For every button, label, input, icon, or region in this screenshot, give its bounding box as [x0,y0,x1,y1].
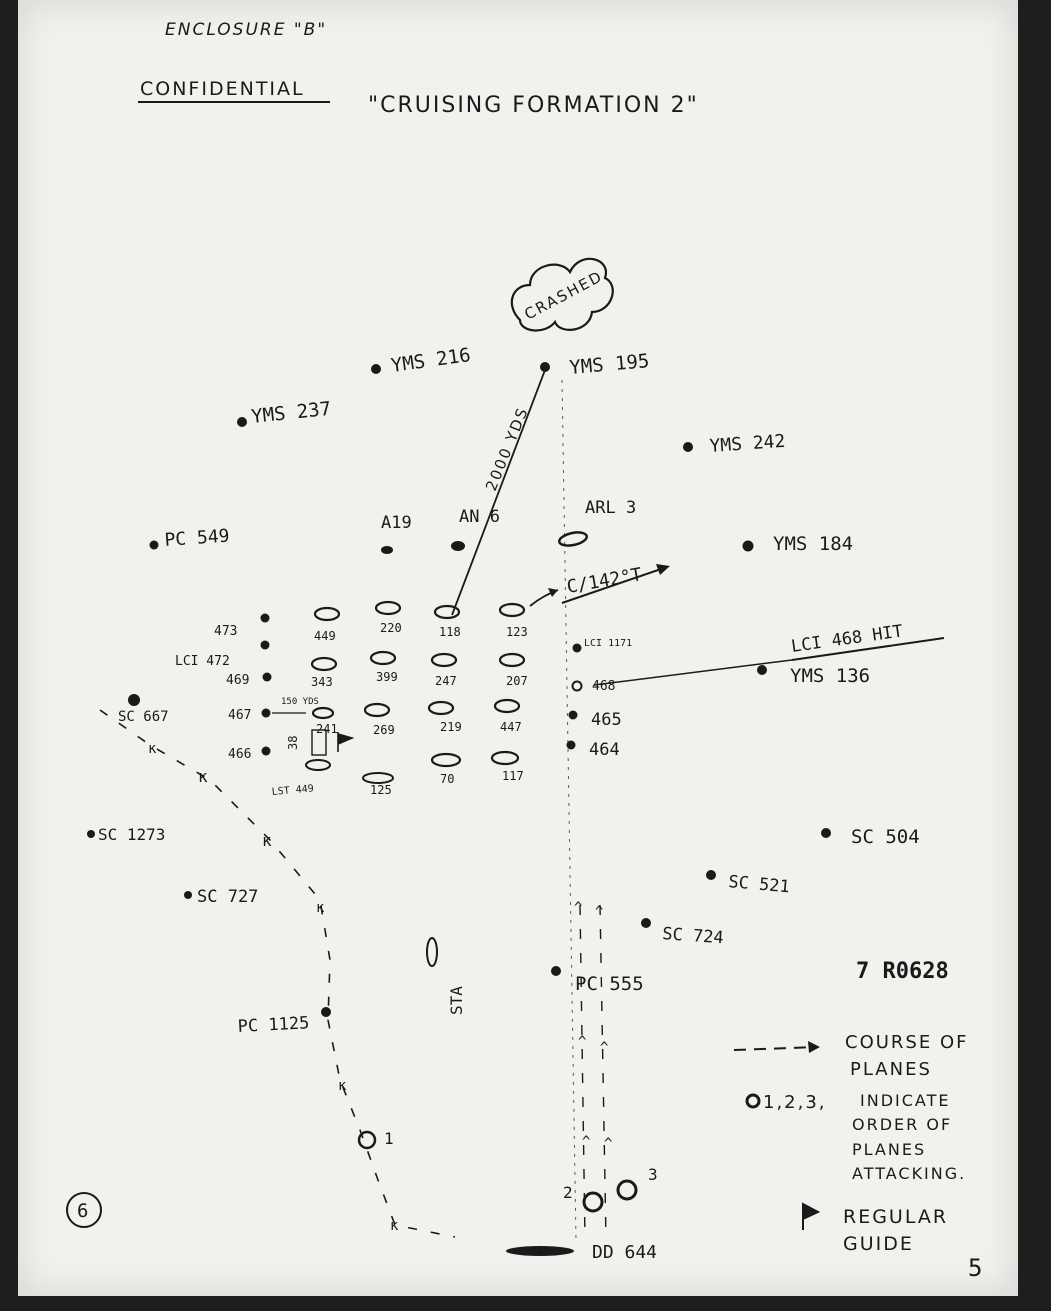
lci-465-marker [569,711,578,720]
ship-sc727-label: SC 727 [197,887,259,907]
lci-467-label: 467 [228,708,252,723]
lci-449-label: 449 [314,629,336,643]
plane-order-2-marker [584,1193,602,1211]
sta-label: STA [447,986,466,1015]
lci-466-marker [262,747,271,756]
lci-464-marker [567,741,576,750]
lst-label: LST 449 [271,783,315,798]
legend-guide-line2: GUIDE [843,1233,914,1255]
crashed-label: CRASHED [521,267,607,324]
legend-course-arrowhead [808,1041,820,1053]
ship-sc1273-label: SC 1273 [98,825,166,844]
ship-yms184-label: YMS 184 [773,533,854,555]
ship-sc504-marker [821,828,831,838]
legend-course-line [734,1047,818,1050]
plane-mark-3: κ [262,831,272,850]
ship-yms237-marker [237,417,247,427]
lci-399-marker [371,652,395,664]
page-number: 5 [968,1254,983,1282]
lci-472-marker [261,641,270,650]
lci-269-label: 269 [373,723,395,737]
course-arrowhead-short [548,588,558,597]
lci-38-label: 38 [286,735,300,750]
lci-399-label: 399 [376,670,398,684]
lci-123-label: 123 [506,625,528,639]
lci-125-marker [363,773,393,783]
lci-464-label: 464 [589,740,620,760]
course-arrowhead [656,564,670,575]
ship-pc1125-marker [321,1007,331,1017]
plane-mark-12: ^ [604,1136,613,1152]
ship-sc504-label: SC 504 [851,826,920,848]
lci-473-label: 473 [214,624,238,639]
legend-order-line4: ATTACKING. [852,1164,967,1183]
ship-sc667-marker [128,694,140,706]
legend-guide-flag-icon [803,1204,818,1230]
plane-mark-11: ^ [582,1134,591,1150]
ship-pc555-label: PC 555 [575,973,644,995]
lci-column-2 [363,602,402,797]
lci-117-marker [492,752,518,764]
legend [734,1032,968,1255]
lci-207-label: 207 [506,674,528,688]
lci-220-marker [376,602,400,614]
lci-207-marker [500,654,524,666]
course-label: C/142°T [565,564,644,598]
ship-arl3-label: ARL 3 [585,498,637,518]
ship-dd644-marker [506,1246,574,1256]
legend-guide-line1: REGULAR [843,1206,949,1228]
lci-467-marker [262,709,271,718]
enclosure-label: ENCLOSURE "B" [165,20,328,40]
range-label: 2000 YDS [482,404,533,494]
ship-yms195-marker [540,362,550,372]
lci-220-label: 220 [380,621,402,635]
ship-yms184-marker [743,541,754,552]
ship-dd644-label: DD 644 [592,1242,658,1263]
ship-sc727-marker [184,891,192,899]
lci-241-marker [313,708,333,718]
ship-pc1125-label: PC 1125 [237,1013,310,1037]
ship-yms242-marker [683,442,693,452]
lci-125-label: 125 [370,783,392,797]
lci-469-label: 469 [226,673,250,688]
legend-order-line1: INDICATE [860,1091,951,1110]
ship-pc549-marker [150,541,159,550]
lci-219-label: 219 [440,720,462,734]
lci-468-marker [573,682,582,691]
legend-course-line1: COURSE OF [845,1032,969,1053]
lci-1171-marker [573,644,582,653]
ship-yms216-label: YMS 216 [389,344,472,377]
ship-sc521-marker [706,870,716,880]
plane-order-3-label: 3 [648,1165,658,1184]
ship-sc724-marker [641,918,651,928]
guide-line [562,380,576,1240]
lci-column-3 [429,606,462,786]
plane-order-1-label: 1 [384,1129,394,1148]
plane-mark-1: κ [148,741,157,757]
ship-yms242-label: YMS 242 [708,430,787,457]
lci-468-label: 468 [592,679,616,694]
ship-sc667-label: SC 667 [118,709,169,725]
right-plane-course-b [600,905,609,1240]
lci-118-marker [435,606,459,618]
lci-241-label: 241 [316,722,338,736]
lci-447-label: 447 [500,720,522,734]
lci-466-label: 466 [228,747,252,762]
lci-469-marker [263,673,272,682]
lci-219-marker [429,702,453,714]
legend-order-line3: PLANES [852,1140,927,1159]
page-circle-number: 6 [77,1200,89,1222]
legend-order-prefix: 1,2,3, [763,1092,827,1113]
lci-118-label: 118 [439,625,461,639]
ship-pc555-marker [551,966,561,976]
lci-247-label: 247 [435,674,457,688]
plane-mark-9: ^ [578,1034,587,1050]
lci-117-label: 117 [502,769,524,783]
lci-343-marker [312,658,336,670]
lci-1171-label: LCI 1171 [584,638,633,649]
plane-mark-2: κ [198,767,208,786]
lci-70-marker [432,754,460,766]
ship-yms195-label: YMS 195 [568,350,651,379]
lci-449-marker [315,608,339,620]
lci-70-label: 70 [440,772,455,786]
confidential-label: CONFIDENTIAL [140,78,305,100]
lci-column-4 [492,604,528,783]
legend-order-line2: ORDER OF [852,1115,953,1134]
plane-order-2-label: 2 [563,1183,573,1202]
lci-269-marker [365,704,389,716]
ship-pc549-label: PC 549 [163,525,231,551]
lci-472-label: LCI 472 [175,654,230,669]
plane-mark-7: ^ [574,900,583,916]
ship-arl3-marker [558,530,588,548]
plane-mark-6: κ [390,1218,399,1234]
legend-course-line2: PLANES [850,1059,932,1080]
plane-mark-4: κ [316,900,325,916]
ship-a19-label: A19 [381,513,412,533]
plane-order-3-marker [618,1181,636,1199]
lci-447-marker [495,700,519,712]
formation-title: "CRUISING FORMATION 2" [368,93,699,118]
lci-247-marker [432,654,456,666]
right-plane-course-a [580,905,585,1240]
plane-mark-8: ^ [595,904,604,920]
hit-label: LCI 468 HIT [789,621,905,657]
sta-marker [427,938,437,966]
plane-mark-5: κ [338,1078,347,1094]
ship-yms136-marker [757,665,767,675]
ship-sc724-label: SC 724 [661,924,725,949]
legend-order-marker [747,1095,759,1107]
lst-marker [306,760,330,770]
plane-mark-10: ^ [600,1040,609,1056]
ship-a19-marker [381,546,393,554]
ship-an6-marker [451,541,465,551]
ship-yms216-marker [371,364,381,374]
lci-343-label: 343 [311,675,333,689]
lci-473-marker [261,614,270,623]
ship-an6-label: AN 6 [459,507,500,527]
regular-guide-flag [338,732,352,752]
plane-order-1-marker [359,1132,375,1148]
lci-123-marker [500,604,524,616]
spacing-label: 150 YDS [281,697,319,707]
ship-yms237-label: YMS 237 [250,397,333,428]
ship-sc1273-marker [87,830,95,838]
ship-yms136-label: YMS 136 [790,665,871,687]
archive-stamp: 7 R0628 [856,959,949,984]
lci-465-label: 465 [591,710,622,730]
ship-sc521-label: SC 521 [727,872,791,898]
